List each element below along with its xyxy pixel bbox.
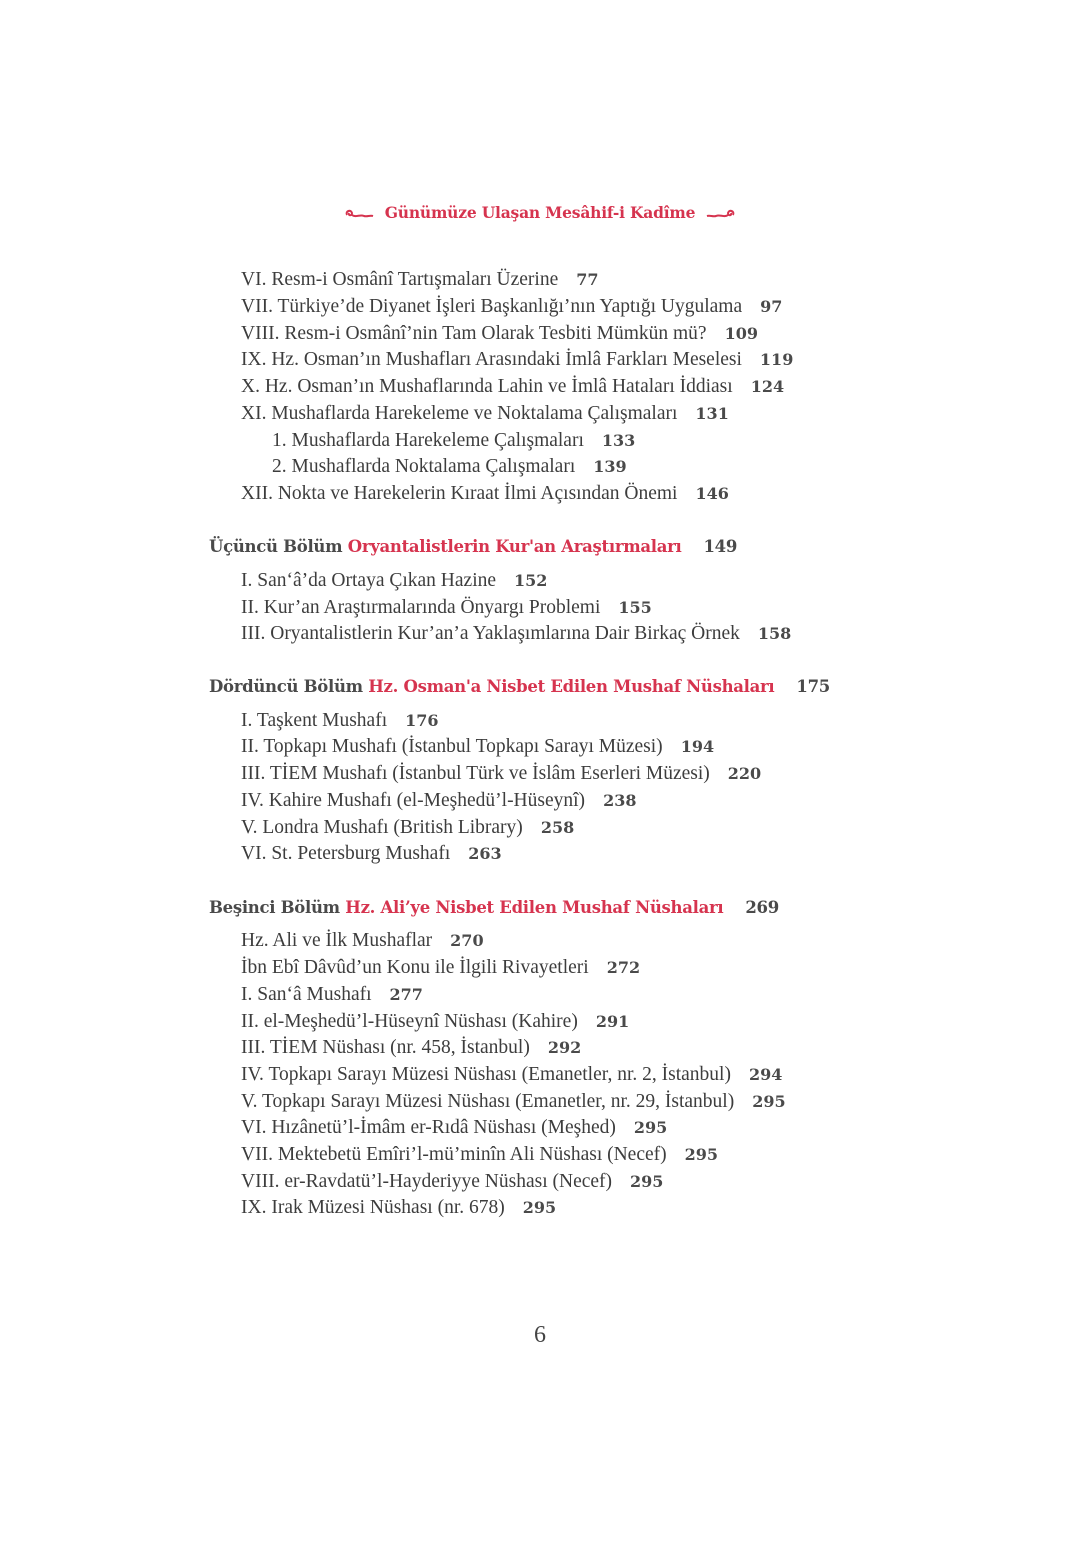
page-ref: 295 <box>633 1118 668 1137</box>
page-ref: 176 <box>405 711 439 730</box>
page-ref: 220 <box>727 764 762 783</box>
page-ref: 175 <box>796 677 830 696</box>
page-ref: 139 <box>593 457 627 476</box>
page-ref: 158 <box>757 624 792 643</box>
toc-entry: II. Kur’an Araştırmalarında Önyargı Problemi 155 <box>241 597 652 618</box>
toc-entry: III. TİEM Mushafı (İstanbul Türk ve İslâm Eserleri Müzesi) 220 <box>241 763 762 784</box>
page-ref: 292 <box>547 1038 582 1057</box>
page-ref: 149 <box>703 537 738 556</box>
page-number: 6 <box>534 1322 546 1348</box>
page-ref: 97 <box>760 297 783 316</box>
page-ref: 295 <box>522 1198 557 1217</box>
toc-entry: II. el-Meşhedü’l-Hüseynî Nüshası (Kahire) 291 <box>241 1011 630 1032</box>
toc-entry: VI. Hızânetü’l-İmâm er-Rıdâ Nüshası (Meşhed) 295 <box>241 1117 668 1138</box>
toc-entry: XI. Mushaflarda Harekeleme ve Noktalama Çalışmaları 131 <box>241 403 729 424</box>
running-head <box>0 203 1080 224</box>
toc-subentry: 1. Mushaflarda Harekeleme Çalışmaları 133 <box>272 430 636 451</box>
page-ref: 109 <box>724 324 758 343</box>
page-ref: 77 <box>576 270 599 289</box>
page-ref: 272 <box>606 958 641 977</box>
page-ref: 295 <box>630 1172 664 1191</box>
chapter-heading: Üçüncü Bölüm Oryantalistlerin Kur'an Araştırmaları 149 <box>209 537 738 556</box>
chapter-title: Hz. Osman'a Nisbet Edilen Mushaf Nüshaları <box>368 677 775 696</box>
toc-subentry: 2. Mushaflarda Noktalama Çalışmaları 139 <box>272 456 627 477</box>
running-head-title: Günümüze Ulaşan Mesâhif-i Kadîme <box>384 203 696 222</box>
toc-entry: I. Taşkent Mushafı 176 <box>241 710 439 731</box>
page-ref: 270 <box>450 931 484 950</box>
page-ref: 155 <box>618 598 652 617</box>
page-ref: 152 <box>514 571 548 590</box>
toc-entry: IV. Kahire Mushafı (el-Meşhedü’l-Hüseynî) 238 <box>241 790 637 811</box>
toc-entry: VII. Türkiye’de Diyanet İşleri Başkanlığı’nın Yaptığı Uygulama 97 <box>241 296 783 317</box>
toc-entry: V. Topkapı Sarayı Müzesi Nüshası (Emanetler, nr. 29, İstanbul) 295 <box>241 1091 786 1112</box>
scroll-ornament-left-icon <box>344 205 374 224</box>
page-ref: 238 <box>603 791 637 810</box>
toc-entry: I. San‘â’da Ortaya Çıkan Hazine 152 <box>241 570 548 591</box>
page-ref: 258 <box>540 818 575 837</box>
page-ref: 133 <box>601 431 636 450</box>
toc-entry: I. San‘â Mushafı 277 <box>241 984 423 1005</box>
chapter-title: Hz. Ali’ye Nisbet Edilen Mushaf Nüshaları <box>345 898 724 917</box>
page-ref: 119 <box>759 350 794 369</box>
toc-entry: IV. Topkapı Sarayı Müzesi Nüshası (Emanetler, nr. 2, İstanbul) 294 <box>241 1064 783 1085</box>
toc-entry: VI. St. Petersburg Mushafı 263 <box>241 843 502 864</box>
chapter-title: Oryantalistlerin Kur'an Araştırmaları <box>347 537 682 556</box>
toc-entry: VIII. er-Ravdatü’l-Hayderiyye Nüshası (Necef) 295 <box>241 1171 664 1192</box>
page-ref: 146 <box>695 484 729 503</box>
page-ref: 124 <box>750 377 785 396</box>
toc-entry: IX. Irak Müzesi Nüshası (nr. 678) 295 <box>241 1197 557 1218</box>
page-ref: 291 <box>595 1012 630 1031</box>
toc-entry: III. Oryantalistlerin Kur’an’a Yaklaşımlarına Dair Birkaç Örnek 158 <box>241 623 792 644</box>
toc-entry: VII. Mektebetü Emîri’l-mü’minîn Ali Nüshası (Necef) 295 <box>241 1144 719 1165</box>
page-ref: 295 <box>684 1145 719 1164</box>
toc-entry: İbn Ebî Dâvûd’un Konu ile İlgili Rivayetleri 272 <box>241 957 641 978</box>
toc-entry: X. Hz. Osman’ın Mushaflarında Lahin ve İmlâ Hataları İddiası 124 <box>241 376 785 397</box>
toc-entry: IX. Hz. Osman’ın Mushafları Arasındaki İmlâ Farkları Meselesi 119 <box>241 349 794 370</box>
toc-entry: III. TİEM Nüshası (nr. 458, İstanbul) 292 <box>241 1037 582 1058</box>
toc-entry: V. Londra Mushafı (British Library) 258 <box>241 817 575 838</box>
toc-entry: II. Topkapı Mushafı (İstanbul Topkapı Sarayı Müzesi) 194 <box>241 736 715 757</box>
page-ref: 277 <box>389 985 423 1004</box>
chapter-heading: Dördüncü Bölüm Hz. Osman'a Nisbet Edilen Mushaf Nüshaları 175 <box>209 677 830 696</box>
toc-entry: VIII. Resm-i Osmânî’nin Tam Olarak Tesbiti Mümkün mü? 109 <box>241 323 758 344</box>
toc-entry: VI. Resm-i Osmânî Tartışmaları Üzerine 77 <box>241 269 599 290</box>
scroll-ornament-right-icon <box>706 205 736 224</box>
page-ref: 294 <box>748 1065 783 1084</box>
page-ref: 263 <box>468 844 502 863</box>
toc-entry: Hz. Ali ve İlk Mushaflar 270 <box>241 930 484 951</box>
toc-entry: XII. Nokta ve Harekelerin Kıraat İlmi Açısından Önemi 146 <box>241 483 729 504</box>
page-ref: 269 <box>745 898 779 917</box>
page-ref: 194 <box>680 737 715 756</box>
page-ref: 295 <box>752 1092 786 1111</box>
chapter-heading: Beşinci Bölüm Hz. Ali’ye Nisbet Edilen Mushaf Nüshaları 269 <box>209 898 779 917</box>
page-ref: 131 <box>695 404 729 423</box>
